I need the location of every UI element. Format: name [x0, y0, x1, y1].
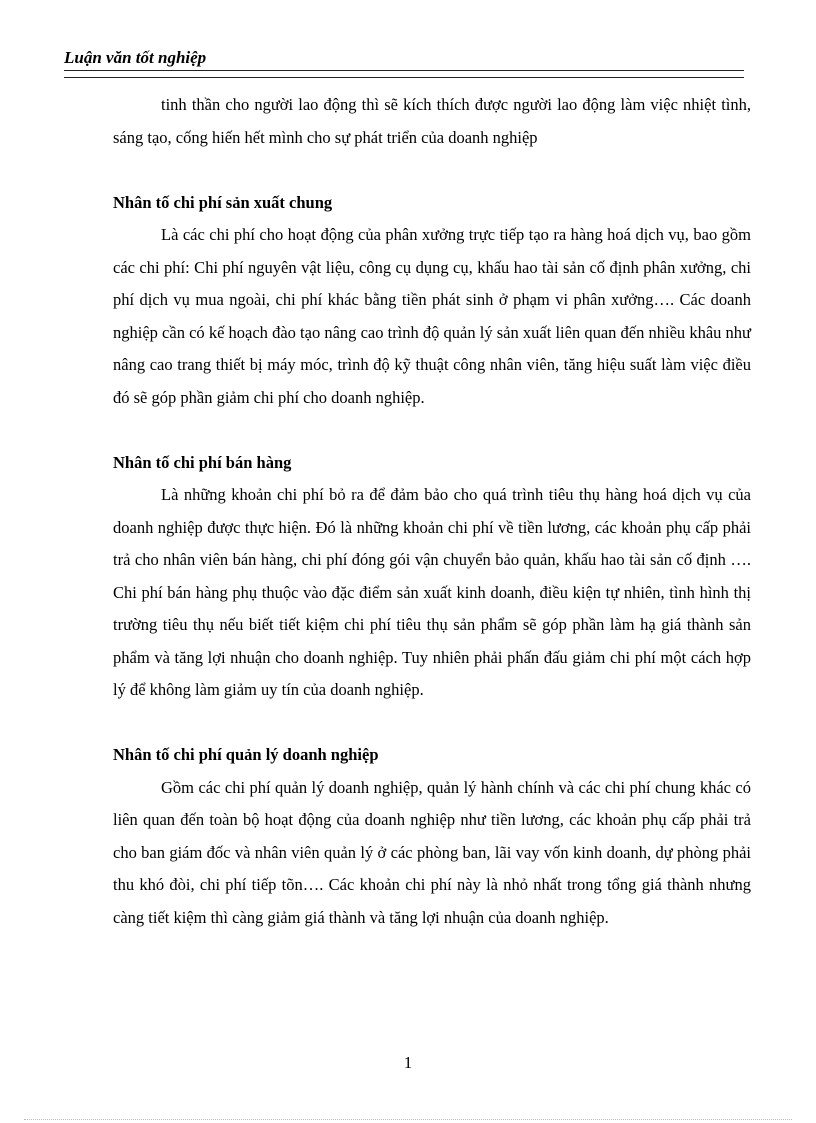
section-heading-selling-cost: Nhân tố chi phí bán hàng — [113, 452, 292, 472]
section-spacer — [113, 707, 751, 740]
running-header-title: Luận văn tốt nghiệp — [64, 48, 207, 67]
page-number: 1 — [403, 1053, 413, 1072]
section-spacer — [113, 154, 751, 187]
section-paragraph-selling-cost: Là những khoản chi phí bỏ ra để đảm bảo cho quá trình tiêu thụ hàng hoá dịch vụ của doanh nghiệp được thực hiện. Đó là những khoản chi phí về tiền lương, các khoản phụ cấp phải trả cho nhân viên bán hàng, chi phí đóng gói vận chuyển bảo quản, khấu hao tài sản cố định …. Chi phí bán hàng phụ thuộc vào đặc điểm sản xuất kinh doanh, điều kiện tự nhiên, tình hình thị trường tiêu thụ nếu biết tiết kiệm chi phí tiêu thụ sản phẩm sẽ góp phần làm hạ giá thành sản phẩm và tăng lợi nhuận cho doanh nghiệp. Tuy nhiên phải phấn đấu giảm chi phí một cách hợp lý để không làm giảm uy tín của doanh nghiệp. — [113, 485, 751, 699]
section-paragraph-admin-cost: Gồm các chi phí quản lý doanh nghiệp, quản lý hành chính và các chi phí chung khác có liên quan đến toàn bộ hoạt động của doanh nghiệp như tiền lương, các khoản phụ cấp phải trả cho ban giám đốc và nhân viên quản lý ở các phòng ban, lãi vay vốn kinh doanh, dự phòng phải thu khó đòi, chi phí tiếp tõn…. Các khoản chi phí này là nhỏ nhất trong tổng giá thành nhưng càng tiết kiệm thì càng giảm giá thành và tăng lợi nhuận của doanh nghiệp. — [113, 777, 751, 927]
page-content — [113, 89, 751, 934]
section-paragraph-production-overhead: Là các chi phí cho hoạt động của phân xưởng trực tiếp tạo ra hàng hoá dịch vụ, bao gồm các chi phí: Chi phí nguyên vật liệu, công cụ dụng cụ, khấu hao tài sản cố định phân xưởng, chi phí dịch vụ mua ngoài, chi phí khác bằng tiền phát sinh ở phạm vi phân xưởng…. Các doanh nghiệp cần có kế hoạch đào tạo nâng cao trình độ quản lý sản xuất liên quan đến nhiều khâu như nâng cao trang thiết bị máy móc, trình độ kỹ thuật công nhân viên, tăng hiệu suất làm việc điều đó sẽ góp phần giảm chi phí cho doanh nghiệp. — [113, 225, 751, 407]
section-spacer — [113, 414, 751, 447]
header-double-rule — [64, 70, 744, 78]
section-heading-production-overhead: Nhân tố chi phí sản xuất chung — [113, 192, 333, 212]
continued-paragraph: tinh thần cho người lao động thì sẽ kích thích được người lao động làm việc nhiệt tình, sáng tạo, cống hiến hết mình cho sự phát triển của doanh nghiệp — [113, 95, 751, 147]
section-heading-admin-cost: Nhân tố chi phí quản lý doanh nghiệp — [113, 745, 379, 764]
page-bottom-border — [24, 1119, 792, 1120]
